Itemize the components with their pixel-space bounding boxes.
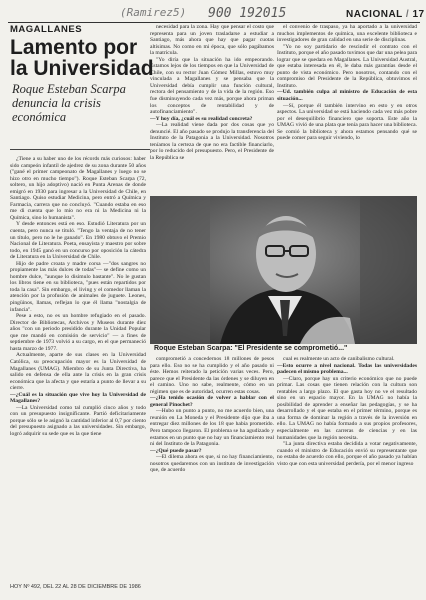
section-label: MAGALLANES — [10, 24, 83, 35]
issue-footer: HOY Nº 492, DEL 22 AL 28 DE DICIEMBRE DE 1986 — [10, 584, 141, 590]
interview-question: —Y hoy día, ¿cuál es su realidad concreta? — [150, 115, 253, 122]
article-paragraph: —La Universidad como tal cumplió cinco años y todo con un presupuesto insignificante. Partió deficitariamente porque sólo se le asignó la cantidad inferior al 0,7 por ciento del presupuesto asignado a las universidades. Sin embargo, logró adquirir su sede que es la que tiene — [10, 404, 146, 437]
archive-stamp: 900 192015 — [208, 6, 287, 21]
article-paragraph: —El dilema ahora es que, si no hay financiamiento, nosotros quedaremos con un instituto de investigación que, de acuerdo — [150, 454, 274, 474]
article-paragraph: —La realidad viene dada por dos cosas que yo denuncié. El año pasado se produjo la transferencia del Instituto de la Patagonia a la Universidad. Nosotros teníamos la certeza de que no era factible financiarlo, por lo reducido del presupuesto. Pero, el Presidente de la República se — [150, 122, 274, 161]
article-paragraph: "La junta directiva estaba decidida a votar negativamente, cuando el ministro de Educación envió su representante que no estaba de acuerdo con ello, porque el año pasado ya habían visto que con esta universidad perdería, por el menor ingreso — [277, 441, 417, 467]
article-paragraph: —Claro, porque hay un criterio económico que no puede primar. Las cosas que tienen relación con la cultura son rentables a largo plazo. El que gasta hoy no ve el resultado sino en un espacio mayor. En la UMAG no había la posibilidad de aprender a enseñar las pedagogías, y se ha desarrollado y el que estaba en el primer término, porque es una forma de dominar la región a través de la inversión en ello. La UMAG no había formado a sus propios profesores, especialmente en las carreras de ciencias y en las humanidades que la región necesita. — [277, 375, 417, 441]
header-rule — [8, 22, 420, 23]
headline: Lamento por la Universidad — [10, 36, 154, 80]
photo-caption: Roque Esteban Scarpa: "El Presidente se comprometió..." — [154, 345, 348, 352]
article-paragraph: Y desde entonces está en eso. Estudió Literatura por un cuenta, pero nunca se tituló. "Tengo la ventaja de no tener un título, pero no le he ganado". En 1980 obtuvo el Premio Nacional de Literatura. Poeta, ensayista y maestro por sobre todo, en 1945 ganó en un concurso por oposición la cátedra de Literatura en la Universidad de Chile. — [10, 221, 146, 261]
article-column-4 — [150, 356, 274, 580]
article-paragraph: Pese a esto, no es un hombre refugiado en el pasado. Director de Bibliotecas, Archivos y Museos durante diez años "con un periodo presidido durante la Unidad Popular que me mandó en comisión de servicio" — a fines de septiembre de 1973 volvió a su cargo, en el que permaneció hasta marzo de 1977. — [10, 313, 146, 352]
interview-question: —Esto ocurre a nivel nacional. Todas las universidades padecen el mismo problema... — [277, 362, 417, 376]
subheadline: Roque Esteban Scarpa denuncia la crisis económica — [12, 82, 126, 124]
article-column-1 — [10, 156, 146, 580]
article-paragraph: el convenio de traspaso, ya ha aportado a la universidad muchos implementos de química, una excelente biblioteca e investigadores de gran calidad en una serie de disciplinas. — [277, 24, 417, 44]
page-number: 17 — [412, 9, 425, 20]
article-paragraph: comprometió a concedernos 18 millones de pesos para ello. Eso no se ha cumplido y el año pasado ni éste. Hemos reiterado la petición varias veces. Pero, parece que el Presidente da las órdenes y se diluyen en el camino. Uno no sabe, realmente, cómo en un régimen que es de autoridad, ocurren estas cosas. — [150, 356, 274, 395]
article-paragraph: Actualmente, aparte de sus clases en la Universidad Católica, su preocupación mayor es la Universidad de Magallanes (UMAG). Miembro de su Junta Directiva, ha salido en defensa de ella ante la crisis en la gran crisis económica que la afecta y que estaría a punto de llevar a su cierre. — [10, 352, 146, 392]
interview-question: —Ud. también culpa al ministro de Educación de esta situación... — [277, 89, 417, 103]
article-paragraph: —Hubo un punto a punto, no me acuerdo bien, una reunión en La Moneda y el Presidente dijo que iba a entregar diez millones de los 18 que había prometido. Pero tampoco llegaron. El problema se ha agudizado y estamos en un punto que no hay un financiamiento real ni del Instituto de la Patagonia. — [150, 408, 274, 448]
portrait-image — [150, 196, 417, 344]
page-header: NACIONAL / 17 — [346, 9, 425, 20]
article-paragraph: Hijo de padre croata y madre corsa —"dos sangres no propiamente las más dulces de todas"— se define como un hombre dulce, "aunque lo disimulo bastante". No le gustan los libros tiene en su biblioteca, "pues están repartidos por toda la casa". Sin embargo, el living y el comedor llaman la atención por la profusión de animales de juguete. Leones, pingüinos, llamas, reflejan lo que él llama "nostalgia de infancia". — [10, 260, 146, 313]
article-paragraph: "Yo no soy partidario de rescindir el contrato con el Instituto, porque el año pasado tuvimos que dar una pelea para lograr que se quedara en Magallanes. La Universidad Austral, que estaba interesada en él, le daba más garantías desde el punto de vista económico. Pero nosotros, contando con el compromiso del Presidente de la República, obtuvimos el Instituto. — [277, 43, 417, 89]
portrait-photo — [150, 196, 417, 344]
interview-question: —¿Ha tenido ocasión de volver a hablar con el general Pinochet? — [150, 395, 274, 408]
interview-question: —¿Cuál es la situación que vive hoy la Universidad de Magallanes? — [10, 391, 146, 405]
interview-question: —¿Qué puede pasar? — [150, 447, 202, 454]
article-paragraph: —Sí, porque él también intervino en esto y en otros aspectos. La universidad se está haciendo cada vez más pobre por el desequilibrio financiero que soporta. Este año la UMAG vivió de una plata que tenía para hacer una biblioteca. Se comió la biblioteca y ahora estamos pensando qué se puede comer para seguir viviendo, lo — [277, 102, 417, 142]
handwritten-note: (Ramirez5) — [120, 6, 187, 19]
subheadline-rule — [10, 149, 150, 150]
article-paragraph: "Yo diría que la situación ha ido empeorando. Estamos lejos de los tiempos en que la Universidad de Chile, con su rector Juan Gómez Millas, estuvo muy vinculada a Magallanes y se pensaba que la Universidad debía cumplir una función cultural, rectora del pensamiento y de la vida de la región. Eso fue disminuyendo cada vez más, porque ahora priman los conceptos de rentabilidad y de autofinanciamiento". — [150, 56, 274, 116]
article-paragraph: cual es realmente un acto de canibalismo cultural. — [283, 356, 395, 362]
section-name: NACIONAL — [346, 9, 403, 20]
article-paragraph: ¿Tiene a su haber uno de los récords más curiosos: haber sido campeón infantil de ajedrez de su zona durante 50 años ("gané el primer campeonato de Magallanes y luego no se hizo otro en mucho tiempo"). Roque Esteban Scarpa (72, soltero, un hijo adoptivo) nació en Punta Arenas de donde emigró en 1930 para ingresar a la Universidad de Chile, en Santiago. Quiso estudiar Medicina, pero entró a Química y Farmacia, carrera que no concluyó. "Cuando estaba en eso me di cuenta que lo mío no era ni la Medicina ni la Química, sino lo humanista". — [10, 156, 146, 221]
article-column-5 — [277, 356, 417, 580]
article-paragraph: necesidad para la zona. Hay que pensar el costo que representa para un joven trasladarse a estudiar a Santiago, más ahora que hay que pagar cuotas altísimas. No como en mi época, que sólo pagábamos la matrícula. — [150, 24, 274, 57]
